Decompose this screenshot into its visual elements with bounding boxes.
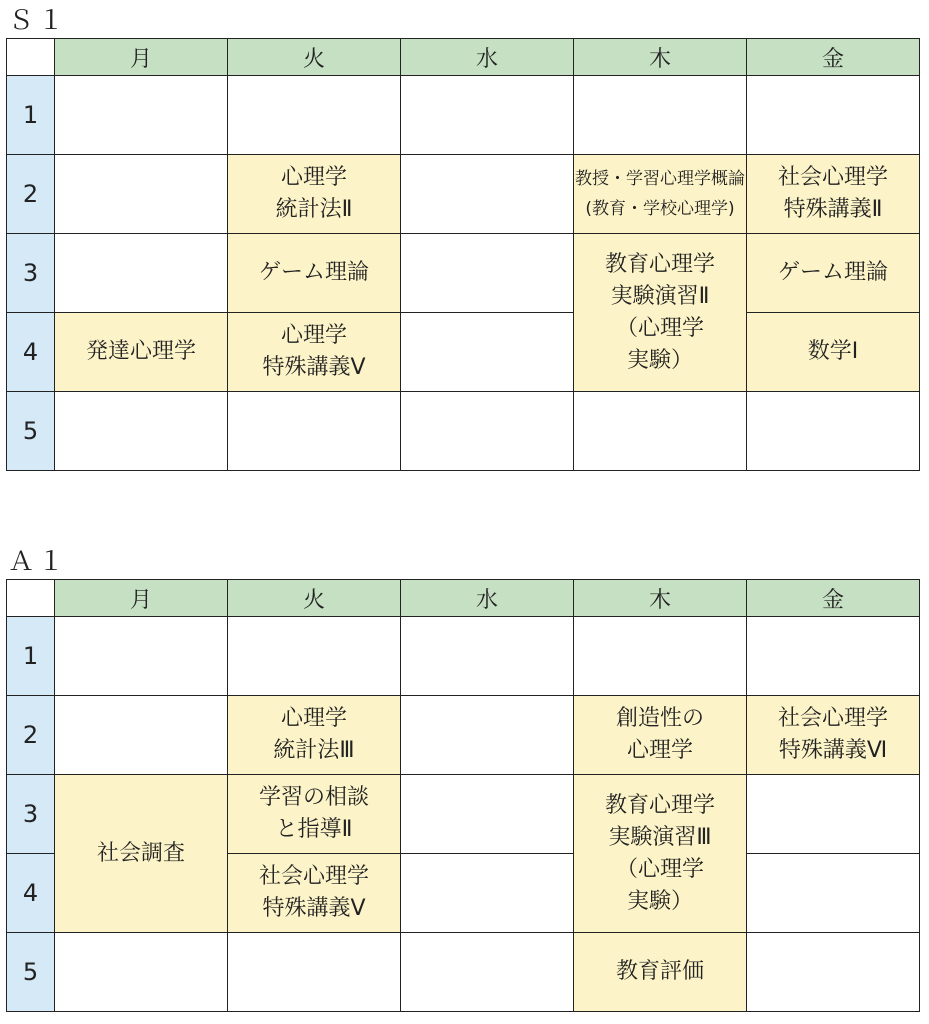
- slot-wed-3: [401, 775, 574, 854]
- slot-tue-5: [228, 392, 401, 471]
- period-row-3: [7, 775, 920, 854]
- slot-mon-2: [55, 696, 228, 775]
- slot-wed-5: [401, 392, 574, 471]
- day-header-row: [7, 580, 920, 617]
- period-row-5: [7, 392, 920, 471]
- slot-wed-1: [401, 76, 574, 155]
- period-row-4: [7, 313, 920, 392]
- course-cell: [228, 854, 401, 933]
- period-label-2: 2: [7, 696, 55, 775]
- slot-fri-1: [747, 76, 920, 155]
- course-cell: [574, 775, 747, 933]
- course-cell: [228, 313, 401, 392]
- course-cell: [228, 696, 401, 775]
- course-cell: [747, 234, 920, 313]
- course-line: 創造性の: [615, 706, 704, 731]
- slot-fri-5: [747, 392, 920, 471]
- slot-mon-5: [55, 933, 228, 1012]
- slot-fri-1: [747, 617, 920, 696]
- day-header-wed: 水: [401, 580, 574, 617]
- period-label-3: 3: [7, 775, 55, 854]
- slot-mon-5: [55, 392, 228, 471]
- course-line: 統計法Ⅱ: [275, 197, 353, 222]
- period-label-5: 5: [7, 392, 55, 471]
- course-line: 教授・学習心理学概論: [575, 169, 745, 189]
- slot-thu-5: [574, 392, 747, 471]
- period-label-5: 5: [7, 933, 55, 1012]
- slot-thu-1: [574, 76, 747, 155]
- course-cell: [747, 313, 920, 392]
- course-line: 統計法Ⅲ: [273, 738, 355, 763]
- slot-thu-1: [574, 617, 747, 696]
- course-cell: [55, 775, 228, 933]
- course-line: 実験演習Ⅱ: [610, 283, 710, 309]
- course-line: 特殊講義Ⅱ: [783, 197, 883, 222]
- timetable-s1: [6, 38, 920, 471]
- period-label-3: 3: [7, 234, 55, 313]
- course-line: 特殊講義Ⅵ: [778, 738, 888, 763]
- period-row-1: [7, 617, 920, 696]
- course-line: 実験）: [626, 347, 693, 373]
- day-header-tue: 火: [228, 580, 401, 617]
- course-cell: [228, 155, 401, 234]
- period-label-1: 1: [7, 76, 55, 155]
- day-header-thu: 木: [574, 580, 747, 617]
- course-line: 特殊講義Ⅴ: [262, 355, 366, 380]
- slot-wed-5: [401, 933, 574, 1012]
- day-header-fri: 金: [747, 580, 920, 617]
- slot-wed-1: [401, 617, 574, 696]
- course-line: 社会心理学: [777, 165, 888, 190]
- slot-mon-1: [55, 617, 228, 696]
- course-cell: [574, 234, 747, 392]
- corner-cell: [7, 580, 55, 617]
- slot-mon-2: [55, 155, 228, 234]
- section-title-a1: Ａ１: [8, 547, 69, 577]
- slot-tue-1: [228, 76, 401, 155]
- slot-mon-1: [55, 76, 228, 155]
- course-line: （心理学: [615, 856, 704, 882]
- course-line: 社会調査: [96, 840, 185, 866]
- day-header-wed: 水: [401, 39, 574, 76]
- course-line: 教育心理学: [604, 792, 715, 818]
- slot-fri-5: [747, 933, 920, 1012]
- course-cell: [55, 313, 228, 392]
- corner-cell: [7, 39, 55, 76]
- course-line: （心理学: [615, 315, 704, 341]
- course-line: 社会心理学: [258, 864, 369, 889]
- slot-wed-2: [401, 155, 574, 234]
- course-cell: [574, 696, 747, 775]
- course-line: ゲーム理論: [258, 260, 369, 285]
- slot-tue-5: [228, 933, 401, 1012]
- course-cell: [747, 696, 920, 775]
- slot-wed-4: [401, 854, 574, 933]
- course-line: 発達心理学: [85, 339, 196, 364]
- slot-wed-4: [401, 313, 574, 392]
- period-label-2: 2: [7, 155, 55, 234]
- day-header-tue: 火: [228, 39, 401, 76]
- day-header-fri: 金: [747, 39, 920, 76]
- section-title-s1: Ｓ１: [8, 6, 69, 36]
- slot-wed-3: [401, 234, 574, 313]
- course-cell: [574, 933, 747, 1012]
- slot-fri-3: [747, 775, 920, 854]
- course-cell: [228, 775, 401, 854]
- period-label-4: 4: [7, 313, 55, 392]
- course-line: 心理学: [280, 165, 347, 190]
- course-line: 心理学: [626, 738, 693, 763]
- course-line: 学習の相談: [258, 785, 369, 810]
- course-line: 心理学: [280, 323, 347, 348]
- course-line: 数学Ⅰ: [807, 339, 859, 364]
- course-line: と指導Ⅱ: [275, 817, 353, 842]
- day-header-row: [7, 39, 920, 76]
- course-line: 心理学: [280, 706, 347, 731]
- slot-mon-3: [55, 234, 228, 313]
- course-line: 実験）: [626, 888, 693, 914]
- course-line: 実験演習Ⅲ: [608, 824, 712, 850]
- period-row-2: [7, 696, 920, 775]
- period-label-1: 1: [7, 617, 55, 696]
- slot-wed-2: [401, 696, 574, 775]
- period-label-4: 4: [7, 854, 55, 933]
- course-cell: [747, 155, 920, 234]
- period-row-3: [7, 234, 920, 313]
- period-row-5: [7, 933, 920, 1012]
- period-row-1: [7, 76, 920, 155]
- course-cell: [228, 234, 401, 313]
- course-line: 特殊講義Ⅴ: [262, 896, 366, 921]
- slot-fri-4: [747, 854, 920, 933]
- day-header-thu: 木: [574, 39, 747, 76]
- course-line: ゲーム理論: [777, 260, 888, 285]
- course-line: 社会心理学: [777, 706, 888, 731]
- slot-tue-1: [228, 617, 401, 696]
- course-line: 教育評価: [615, 959, 704, 984]
- period-row-2: [7, 155, 920, 234]
- timetable-a1: [6, 579, 920, 1012]
- day-header-mon: 月: [55, 39, 228, 76]
- course-line: 教育心理学: [604, 251, 715, 277]
- course-line: (教育・学校心理学): [585, 199, 735, 219]
- course-cell: [574, 155, 747, 234]
- day-header-mon: 月: [55, 580, 228, 617]
